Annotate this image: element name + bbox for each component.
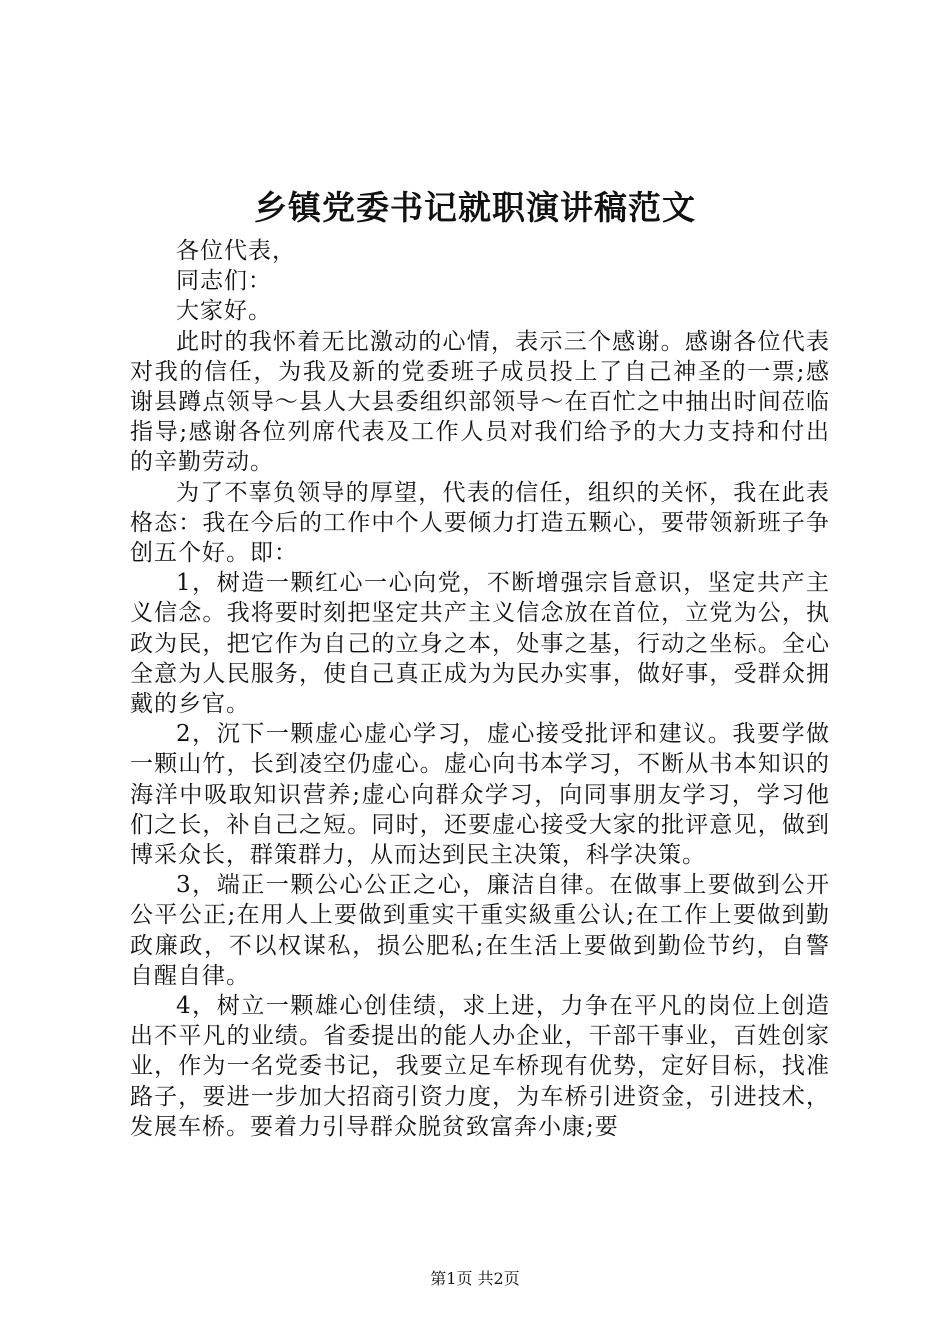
greeting: 大家好。 — [176, 298, 272, 325]
document-body — [130, 236, 830, 1142]
page-footer: 第1页 共2页 — [430, 1269, 520, 1288]
paragraph-point-1: 1，树造一颗红心一心向党，不断增强宗旨意识，坚定共产主义信念。我将要时刻把坚定共产主义信念放在首位，立党为公，执政为民，把它作为自己的立身之本，处事之基，行动之坐标。全心全意为人民服务，使自己真正成为为民办实事，做好事，受群众拥戴的乡官。 — [130, 570, 830, 718]
paragraph-thanks: 此时的我怀着无比激动的心情，表示三个感谢。感谢各位代表对我的信任，为我及新的党委班子成员投上了自己神圣的一票;感谢县蹲点领导～县人大县委组织部领导～在百忙之中抽出时间莅临指导;感谢各位列席代表及工作人员对我们给予的大力支持和付出的辛勤劳动。 — [130, 328, 830, 476]
paragraph-point-4: 4，树立一颗雄心创佳绩，求上进，力争在平凡的岗位上创造出不平凡的业绩。省委提出的能人办企业，干部干事业，百姓创家业，作为一名党委书记，我要立足车桥现有优势，定好目标，找准路子，要进一步加大招商引资力度，为车桥引进资金，引进技术，发展车桥。要着力引导群众脱贫致富奔小康;要 — [130, 993, 830, 1140]
paragraph-point-3: 3，端正一颗公心公正之心，廉洁自律。在做事上要做到公开公平公正;在用人上要做到重实干重实級重公认;在工作上要做到勤政廉政，不以权谋私，损公肥私;在生活上要做到勤俭节约，自警自醒自律。 — [130, 872, 830, 989]
salutation-delegates: 各位代表， — [176, 238, 296, 264]
salutation-comrades: 同志们： — [176, 268, 272, 295]
paragraph-point-2: 2，沉下一颗虚心虚心学习，虚心接受批评和建议。我要学做一颗山竹，长到凌空仍虚心。虚心向书本学习，不断从书本知识的海洋中吸取知识营养;虚心向群众学习，向同事朋友学习，学习他们之长，补自己之短。同时，还要虚心接受大家的批评意见，做到博采众长，群策群力，从而达到民主决策，科学决策。 — [130, 721, 830, 869]
paragraph-pledge: 为了不辜负领导的厚望，代表的信任，组织的关怀，我在此表格态：我在今后的工作中个人要倾力打造五颗心，要带领新班子争创五个好。即： — [130, 479, 830, 567]
document-title: 乡镇党委书记就职演讲稿范文 — [254, 188, 696, 227]
